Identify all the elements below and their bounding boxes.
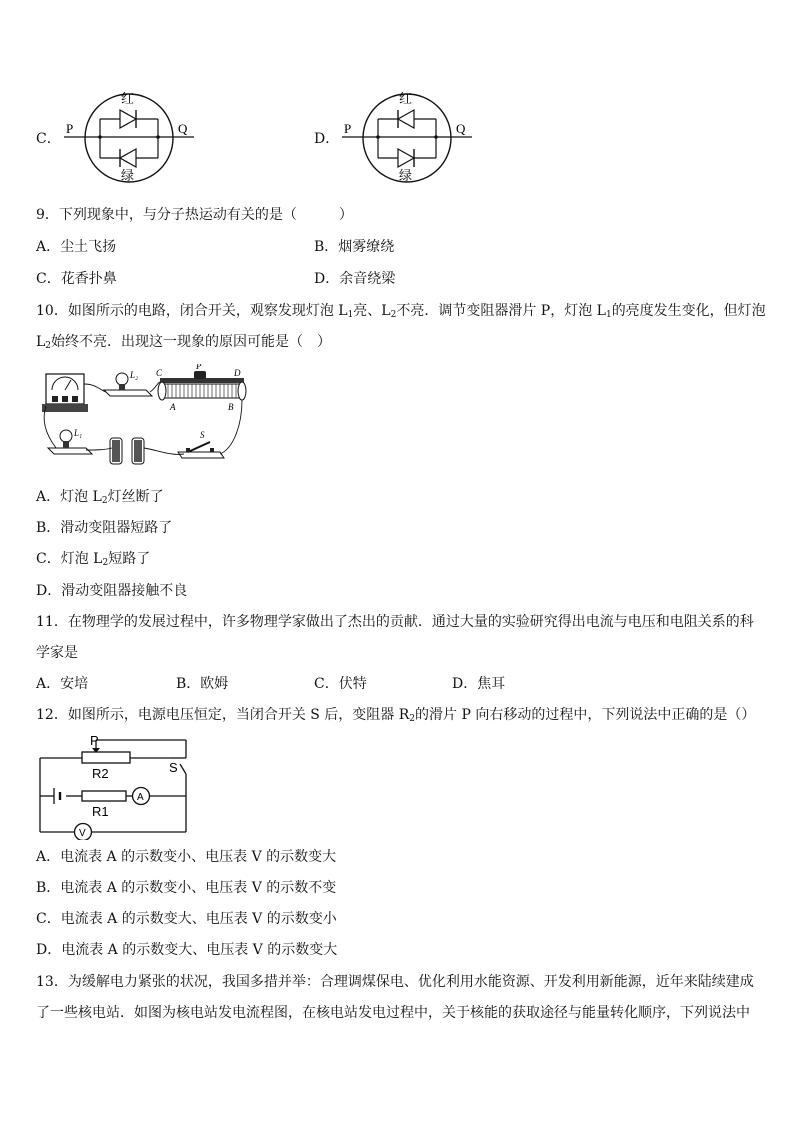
q10-subscript: 2 — [390, 310, 397, 320]
battery-pair — [110, 438, 144, 464]
q12-option-c: C．电流表 A 的示数变大、电压表 V 的示数变小 — [36, 911, 337, 927]
q10-option-c-part: 短路了 — [108, 551, 151, 567]
q10-option-a — [36, 488, 164, 506]
q12-stem-part: 的滑片 P 向右移动的过程中，下列说法中正确的是（） — [415, 707, 756, 723]
bulb-l1 — [48, 428, 92, 454]
q12-label-r1: R1 — [92, 804, 109, 819]
q9-option-a: A．尘土飞扬 — [36, 239, 117, 255]
label-d: D — [234, 368, 241, 378]
q12-label-p: P — [90, 734, 99, 748]
q12-label-s: S — [169, 760, 178, 775]
q13-stem-line2: 了一些核电站．如图为核电站发电流程图，在核电站发电过程中，关于核能的获取途径与能量转化顺序，下列说法中 — [36, 1005, 750, 1021]
q10-option-c — [36, 550, 150, 568]
q12-stem-part: 12．如图所示，电源电压恒定，当闭合开关 S 后，变阻器 R — [36, 707, 410, 723]
q10-option-c-part: C．灯泡 L — [36, 551, 103, 567]
q10-subscript: 2 — [101, 496, 108, 506]
q8-d-red-label: 红 — [399, 92, 413, 107]
bulb-l2 — [104, 370, 152, 396]
q10-circuit-illustration — [38, 364, 254, 468]
q12-voltmeter-label: V — [79, 828, 86, 839]
label-l2: L₂ — [130, 370, 139, 380]
q10-subscript: 1 — [605, 310, 612, 320]
q8-c-q-label: Q — [178, 121, 188, 136]
q13-stem-line1: 13．为缓解电力紧张的状况，我国多措并举：合理调煤保电、优化利用水能资源、开发利用新能源，近年来陆续建成 — [36, 974, 754, 990]
q12-option-b: B．电流表 A 的示数变小、电压表 V 的示数不变 — [36, 880, 337, 896]
q9-option-b: B．烟雾缭绕 — [314, 239, 395, 255]
q10-stem-part: 10．如图所示的电路，闭合开关，观察发现灯泡 L — [36, 303, 348, 319]
q12-stem — [36, 706, 755, 724]
q9-option-d: D．余音绕梁 — [314, 271, 396, 287]
q8-led-diagram-d — [336, 88, 476, 188]
q11-stem-line1: 11．在物理学的发展过程中，许多物理学家做出了杰出的贡献．通过大量的实验研究得出电流与电压和电阻关系的科 — [36, 614, 754, 630]
q9-option-c: C．花香扑鼻 — [36, 271, 117, 287]
q9-stem: 9．下列现象中，与分子热运动有关的是（ ） — [36, 207, 353, 223]
q10-stem-part: 不亮．调节变阻器滑片 P，灯泡 L — [396, 303, 606, 319]
q10-stem-line1 — [36, 302, 766, 320]
q10-subscript: 2 — [102, 558, 109, 568]
q8-d-p-label: P — [344, 121, 352, 136]
q11-stem-line2: 学家是 — [36, 645, 78, 661]
q8-c-green-label: 绿 — [121, 169, 135, 184]
q8-option-d-label: D． — [314, 131, 340, 147]
q10-stem-part: 始终不亮．出现这一现象的原因可能是（ ） — [51, 334, 332, 350]
rheostat-device — [156, 364, 246, 412]
q12-label-r2: R2 — [92, 766, 109, 781]
q10-option-a-part: A．灯泡 L — [36, 489, 102, 505]
label-b: B — [228, 402, 234, 412]
q12-circuit-diagram — [36, 734, 196, 840]
q10-stem-line2 — [36, 333, 331, 351]
q10-stem-part: 亮、L — [353, 303, 391, 319]
q8-led-diagram-c — [58, 88, 198, 188]
q10-subscript: 1 — [347, 310, 354, 320]
q10-option-a-part: 灯丝断了 — [107, 489, 164, 505]
q8-option-c-label: C． — [36, 131, 61, 147]
label-c: C — [156, 368, 163, 378]
q11-option-d: D．焦耳 — [452, 676, 506, 692]
q12-subscript: 2 — [409, 714, 416, 724]
label-a: A — [170, 402, 176, 412]
q11-option-b: B．欧姆 — [176, 676, 229, 692]
q8-d-green-label: 绿 — [399, 169, 413, 184]
q12-option-a: A．电流表 A 的示数变小、电压表 V 的示数变大 — [36, 849, 337, 865]
q11-option-a: A．安培 — [36, 676, 89, 692]
q10-option-b: B．滑动变阻器短路了 — [36, 520, 173, 536]
q10-stem-part: 的亮度发生变化，但灯泡 — [611, 303, 766, 319]
ammeter-device — [42, 374, 88, 412]
label-l1: L₁ — [74, 428, 83, 438]
q10-subscript: 2 — [45, 341, 52, 351]
q8-c-red-label: 红 — [121, 92, 135, 107]
q11-option-c: C．伏特 — [314, 676, 367, 692]
q10-stem-part: L — [36, 334, 46, 350]
switch-s — [178, 430, 224, 458]
label-p: P — [196, 364, 202, 371]
q12-ammeter-label: A — [137, 792, 144, 803]
q8-d-q-label: Q — [456, 121, 466, 136]
q12-option-d: D．电流表 A 的示数变大、电压表 V 的示数变大 — [36, 942, 338, 958]
q10-option-d: D．滑动变阻器接触不良 — [36, 583, 188, 599]
q8-c-p-label: P — [66, 121, 74, 136]
label-s: S — [200, 430, 205, 440]
